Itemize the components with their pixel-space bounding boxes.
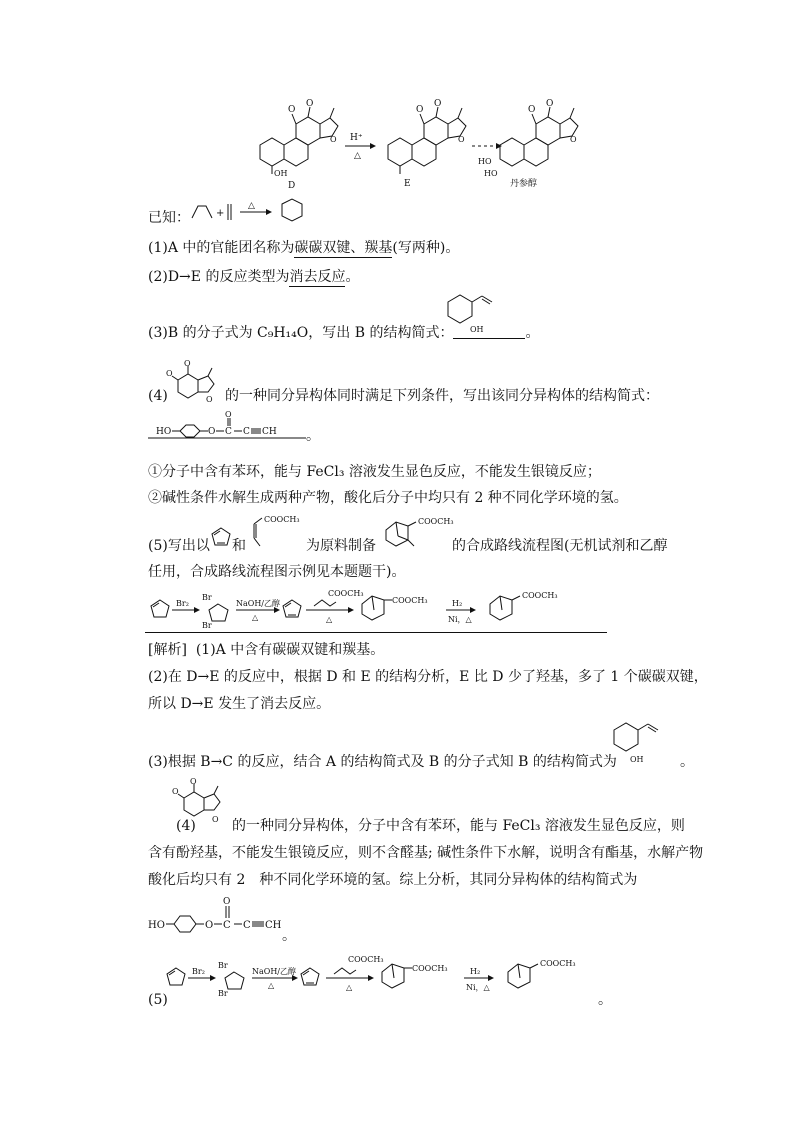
svg-text:COOCH₃: COOCH₃ xyxy=(522,591,558,600)
svg-text:NaOH/乙醇: NaOH/乙醇 xyxy=(252,967,296,976)
svg-text:O: O xyxy=(166,369,173,378)
svg-text:COOCH₃: COOCH₃ xyxy=(418,517,454,526)
q5-line2: 任用，合成路线流程图示例见本题题干)。 xyxy=(148,564,406,580)
svg-text:HO: HO xyxy=(484,169,498,178)
svg-text:COOCH₃: COOCH₃ xyxy=(392,596,428,605)
analysis-3: (3)根据 B→C 的反应，结合 A 的结构简式及 B 的分子式知 B 的结构简式为 xyxy=(148,754,617,770)
q5-cyclopentadiene-icon xyxy=(208,524,234,550)
q5-t3: 为原料制备 xyxy=(306,538,376,554)
svg-text:O: O xyxy=(184,359,191,368)
q4-text: 的一种同分异构体同时满足下列条件，写出该同分异构体的结构简式： xyxy=(225,388,659,404)
molecule-e xyxy=(388,99,466,189)
svg-text:COOCH₃: COOCH₃ xyxy=(540,959,576,968)
svg-text:HO: HO xyxy=(148,920,165,931)
analysis-2-line-2: 所以 D→E 发生了消去反应。 xyxy=(148,696,331,712)
svg-text:CH: CH xyxy=(265,920,282,931)
svg-text:O: O xyxy=(288,105,296,115)
q4-answer-suffix: 。 xyxy=(306,428,320,444)
svg-text:O: O xyxy=(570,135,577,144)
analysis-4-line-2: 含有酚羟基，不能发生银镜反应，则不含醛基; 碱性条件下水解，说明含有酯基，水解产物 xyxy=(148,845,704,861)
svg-text:HO: HO xyxy=(478,157,492,166)
q4-condition-2: ②碱性条件水解生成两种产物，酸化后分子中均只有 2 种不同化学环境的氢。 xyxy=(148,490,628,506)
svg-text:D: D xyxy=(288,181,296,191)
svg-text:OH: OH xyxy=(630,755,644,764)
svg-text:COOCH₃: COOCH₃ xyxy=(328,589,364,598)
svg-text:C: C xyxy=(225,427,232,437)
route-separator xyxy=(145,632,607,633)
svg-text:H⁺: H⁺ xyxy=(350,133,363,143)
svg-text:O: O xyxy=(206,395,213,404)
svg-text:Br₂: Br₂ xyxy=(192,967,205,976)
q4-condition-1: ①分子中含有苯环，能与 FeCl₃ 溶液发生显色反应，不能发生银镜反应； xyxy=(148,464,601,480)
diels-alder-known-figure xyxy=(190,196,310,226)
svg-text:C: C xyxy=(243,427,250,437)
analysis-5-suffix: 。 xyxy=(598,992,612,1008)
q2-answer: 消去反应 xyxy=(289,269,346,285)
svg-text:△: △ xyxy=(326,615,333,624)
svg-text:C: C xyxy=(243,920,251,931)
svg-text:O: O xyxy=(434,99,442,109)
analysis-3-structure-b xyxy=(604,716,674,766)
top-scheme-figure xyxy=(250,100,580,190)
svg-text:O: O xyxy=(223,897,231,907)
svg-text:+: + xyxy=(216,208,225,219)
svg-text:OH: OH xyxy=(470,325,484,334)
analysis-2-line-1: (2)在 D→E 的反应中，根据 D 和 E 的结构分析，E 比 D 少了羟基，多了 1 个碳碳双键， xyxy=(148,669,708,685)
q5-t4: 的合成路线流程图(无机试剂和乙醇 xyxy=(452,538,668,554)
svg-text:O: O xyxy=(330,135,337,144)
q4-answer-formula xyxy=(148,408,308,442)
svg-text:C: C xyxy=(223,920,231,931)
svg-text:H₂: H₂ xyxy=(452,599,463,608)
svg-text:O: O xyxy=(172,787,179,796)
svg-text:O: O xyxy=(306,99,314,109)
q5-methyl-crotonate-icon xyxy=(246,512,306,550)
svg-text:丹参醇: 丹参醇 xyxy=(510,179,538,189)
svg-text:NaOH/乙醇: NaOH/乙醇 xyxy=(236,599,280,608)
svg-text:OH: OH xyxy=(274,169,288,178)
analysis-tag: [解析] xyxy=(148,642,187,658)
svg-text:COOCH₃: COOCH₃ xyxy=(412,964,448,973)
q3-structure-b xyxy=(438,290,508,335)
svg-text:Br₂: Br₂ xyxy=(176,599,189,608)
q5-target-bicyclic xyxy=(380,514,460,554)
svg-text:O: O xyxy=(225,410,232,419)
analysis-4-line-3: 酸化后均只有 2 种不同化学环境的氢。综上分析，其同分异构体的结构简式为 xyxy=(148,872,638,888)
svg-text:O: O xyxy=(528,105,536,115)
svg-text:O: O xyxy=(458,135,465,144)
svg-text:Br: Br xyxy=(218,989,228,998)
question-3: (3)B 的分子式为 C₉H₁₄O，写出 B 的结构简式： 。 xyxy=(148,325,540,341)
svg-text:Ni，△: Ni，△ xyxy=(448,615,472,624)
q4-number: (4) xyxy=(148,388,168,404)
svg-text:△: △ xyxy=(268,981,275,990)
svg-text:O: O xyxy=(208,427,216,437)
molecule-danshenol xyxy=(478,99,578,189)
svg-text:O: O xyxy=(416,105,424,115)
analysis-1: [解析] (1)A 中含有碳碳双键和羰基。 xyxy=(148,642,385,658)
svg-text:Br: Br xyxy=(202,621,212,630)
svg-text:O: O xyxy=(212,815,219,824)
svg-text:Br: Br xyxy=(202,593,212,602)
svg-text:CH: CH xyxy=(262,427,277,437)
analysis-4-line-1: 的一种同分异构体，分子中含有苯环，能与 FeCl₃ 溶液发生显色反应，则 xyxy=(232,818,685,834)
analysis-4-formula xyxy=(148,894,298,938)
q5-t2: 和 xyxy=(232,538,246,554)
svg-text:△: △ xyxy=(252,613,259,622)
analysis-4-number: (4) xyxy=(176,818,196,834)
svg-text:△: △ xyxy=(346,983,353,992)
svg-text:COOCH₃: COOCH₃ xyxy=(264,515,300,524)
molecule-d xyxy=(260,99,338,191)
svg-text:O: O xyxy=(546,99,554,109)
analysis-5-number: (5) xyxy=(148,992,168,1008)
svg-text:HO: HO xyxy=(156,427,172,437)
svg-text:E: E xyxy=(404,179,411,189)
question-1: (1)A 中的官能团名称为碳碳双键、羰基(写两种)。 xyxy=(148,240,460,256)
svg-text:△: △ xyxy=(248,201,255,211)
svg-text:H₂: H₂ xyxy=(470,967,481,976)
q4-furanodione-structure xyxy=(166,359,230,404)
q1-answer: 碳碳双键、羰基 xyxy=(294,240,393,256)
analysis-5-route xyxy=(162,952,602,1002)
known-label: 已知： xyxy=(148,210,190,226)
svg-text:Ni，△: Ni，△ xyxy=(466,983,490,992)
analysis-4-suffix: 。 xyxy=(282,928,296,944)
svg-text:O: O xyxy=(205,920,214,931)
svg-text:O: O xyxy=(190,777,197,786)
question-2: (2)D→E 的反应类型为消去反应。 xyxy=(148,269,360,285)
analysis-3-suffix: 。 xyxy=(680,754,694,770)
q5-t1: (5)写出以 xyxy=(148,538,210,554)
svg-text:Br: Br xyxy=(218,961,228,970)
svg-text:△: △ xyxy=(354,151,361,161)
svg-text:COOCH₃: COOCH₃ xyxy=(348,955,384,964)
q5-answer-route xyxy=(148,588,608,634)
